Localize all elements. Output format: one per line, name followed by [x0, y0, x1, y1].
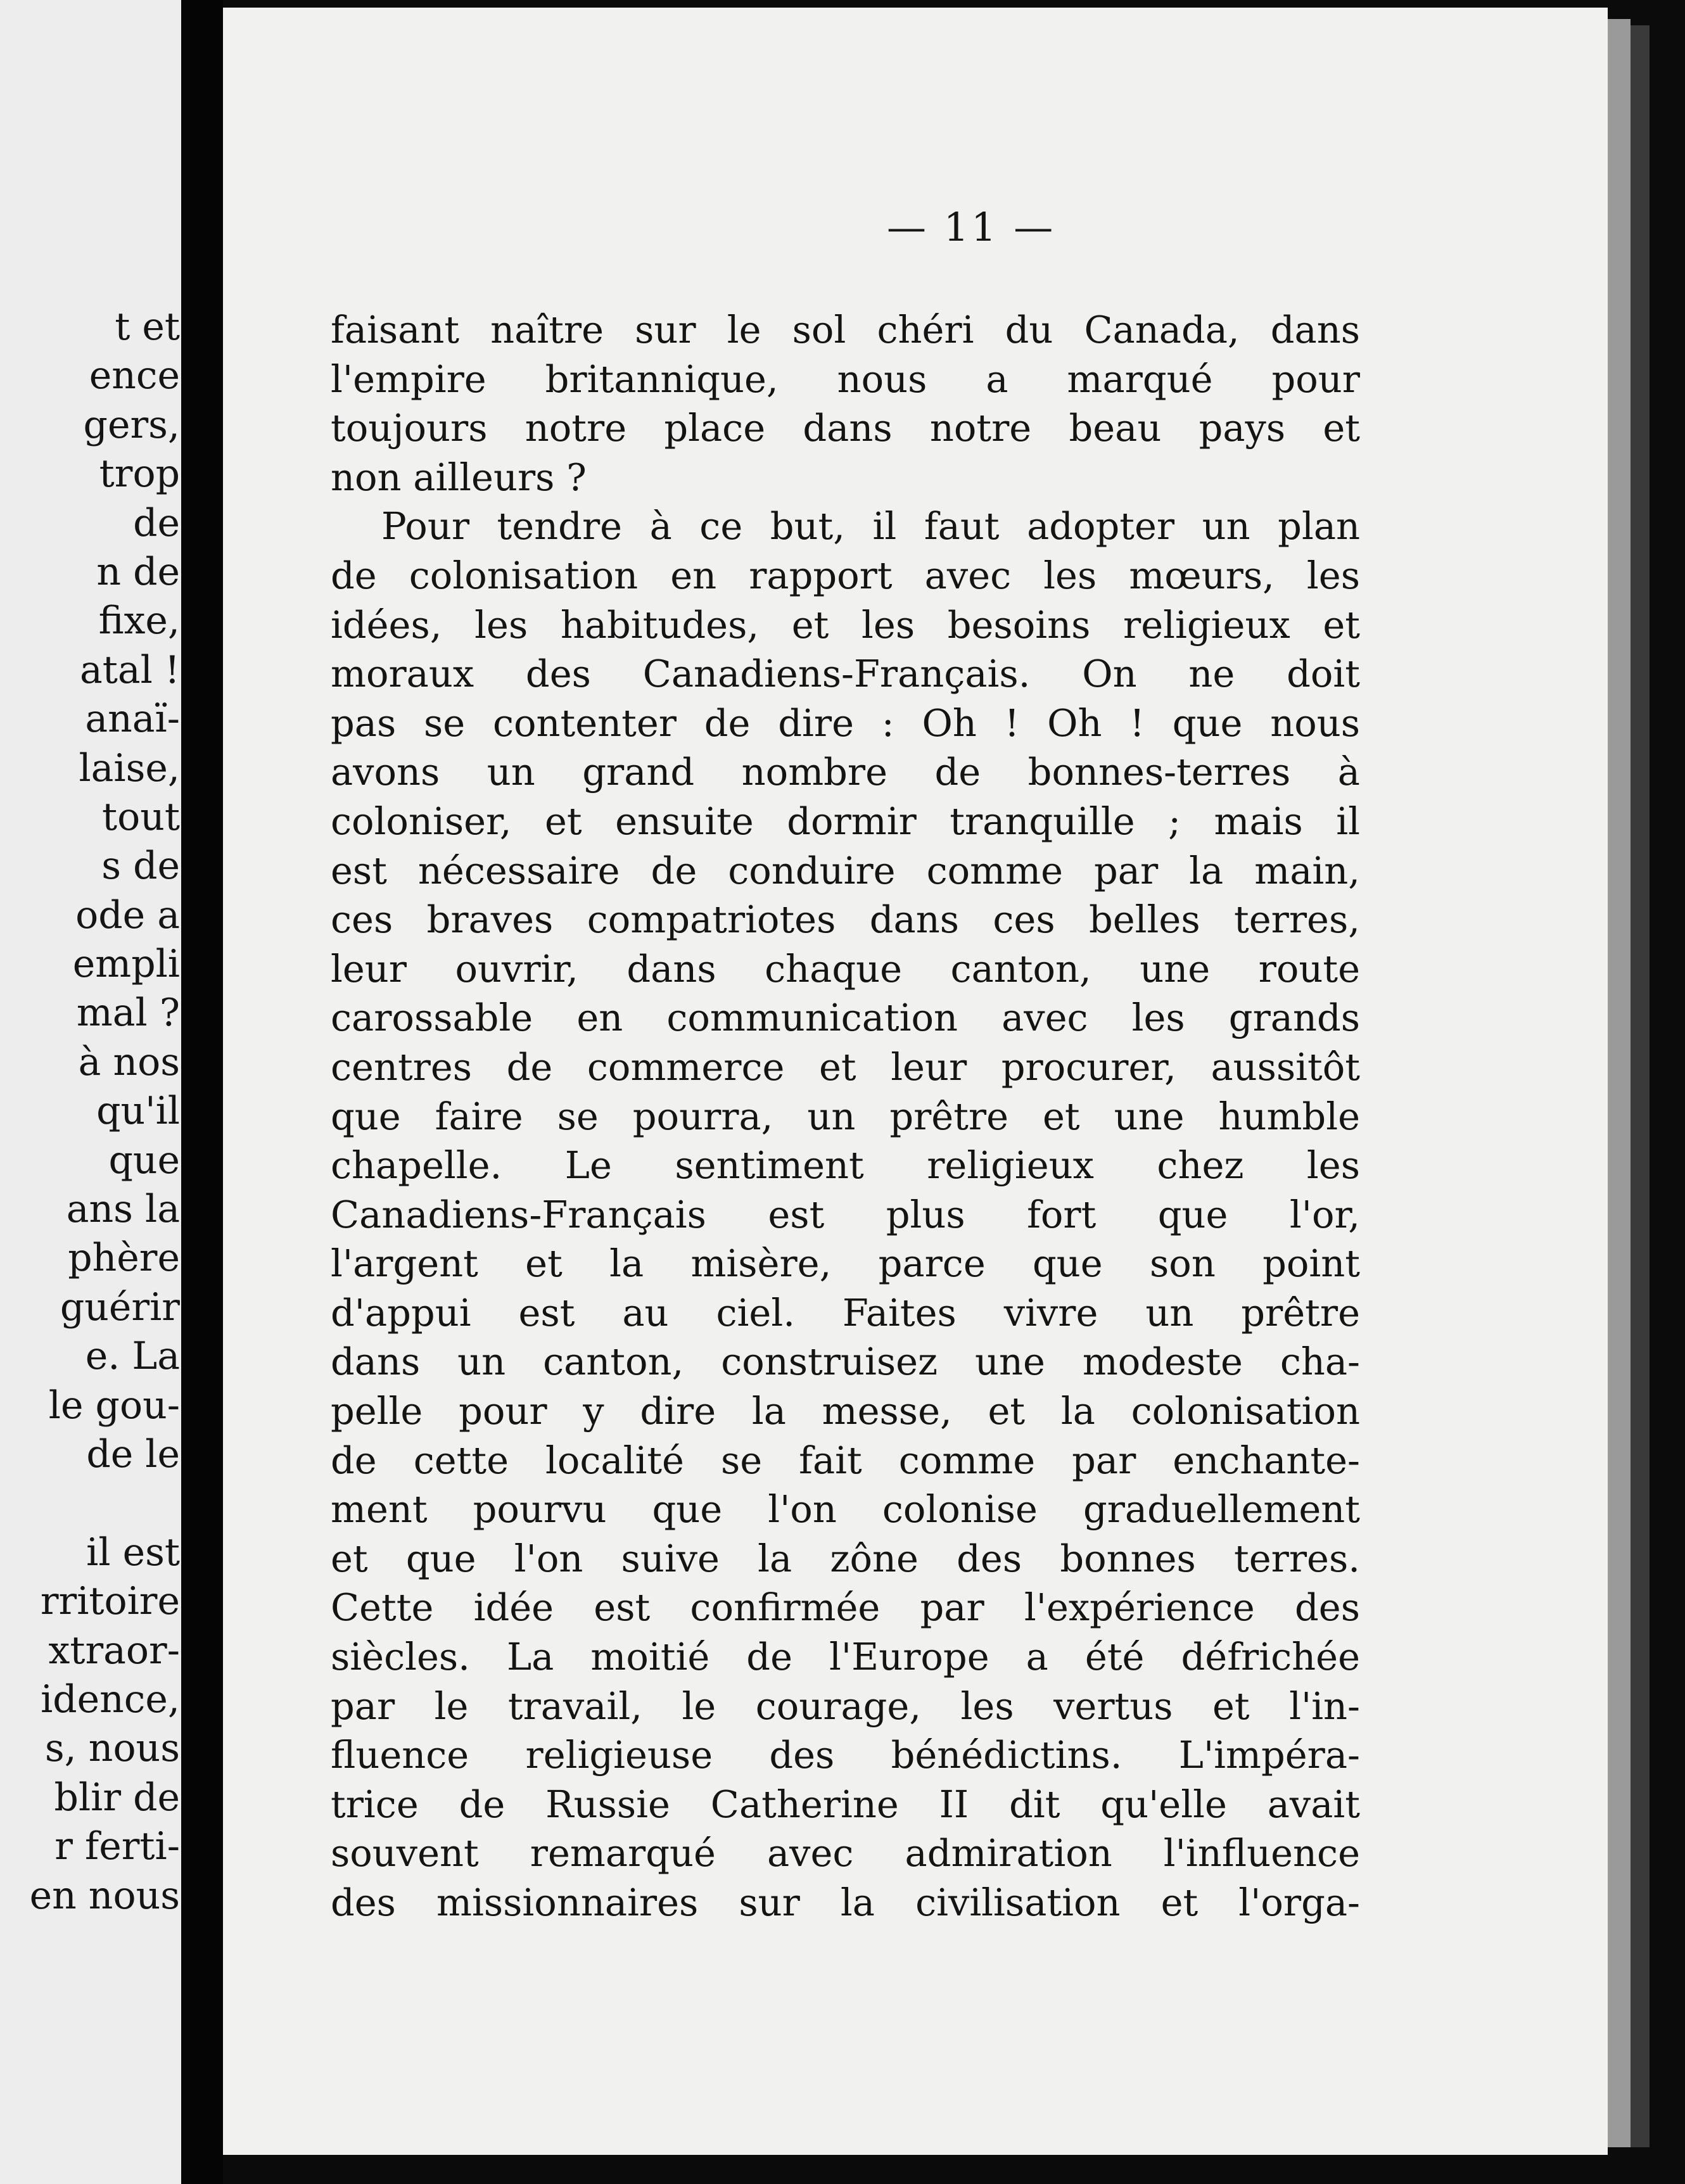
text-line: toujours notre place dans notre beau pays et — [331, 406, 1360, 450]
text-line: centres de commerce et leur procurer, aussitôt — [331, 1044, 1360, 1089]
previous-page-line: de — [133, 500, 180, 545]
text-line: pelle pour y dire la messe, et la colonisation — [331, 1389, 1360, 1433]
text-line: Cette idée est confirmée par l'expérience des — [331, 1585, 1360, 1630]
text-line: trice de Russie Catherine II dit qu'elle avait — [331, 1782, 1360, 1826]
previous-page-line: blir de — [54, 1775, 180, 1820]
text-line: l'empire britannique, nous a marqué pour — [331, 357, 1360, 401]
text-line: chapelle. Le sentiment religieux chez les — [331, 1143, 1360, 1188]
text-line: Pour tendre à ce but, il faut adopter un plan — [381, 504, 1360, 549]
previous-page-line: ans la — [66, 1187, 180, 1232]
previous-page-line: gers, — [83, 402, 180, 447]
text-line: leur ouvrir, dans chaque canton, une route — [331, 946, 1360, 991]
current-page — [223, 8, 1608, 2155]
previous-page-line: phère — [68, 1236, 180, 1281]
text-line: des missionnaires sur la civilisation et l'orga- — [331, 1881, 1360, 1924]
text-line: l'argent et la misère, parce que son point — [331, 1241, 1360, 1286]
previous-page-line: ence — [89, 353, 180, 398]
text-line: est nécessaire de conduire comme par la main, — [331, 848, 1360, 892]
text-line: coloniser, et ensuite dormir tranquille ; mais il — [331, 799, 1360, 843]
text-line: avons un grand nombre de bonnes-terres à — [331, 750, 1360, 794]
previous-page-line: mal ? — [76, 991, 180, 1036]
text-line: fluence religieuse des bénédictins. L'impéra- — [331, 1733, 1360, 1777]
text-line: dans un canton, construisez une modeste cha- — [331, 1340, 1360, 1384]
text-line: carossable en communication avec les grands — [331, 996, 1360, 1040]
previous-page-line: il est — [86, 1530, 180, 1575]
text-line: pas se contenter de dire : Oh ! Oh ! que nous — [331, 701, 1360, 745]
previous-page-line: s de — [101, 844, 180, 889]
previous-page-line: empli — [72, 942, 180, 987]
previous-page-line: ode a — [75, 892, 180, 937]
book-gutter — [181, 0, 223, 2184]
previous-page-line: le gou- — [48, 1383, 180, 1428]
text-line: ces braves compatriotes dans ces belles terres, — [331, 898, 1360, 942]
text-line: souvent remarqué avec admiration l'influence — [331, 1831, 1360, 1876]
previous-page-line: fixe, — [98, 599, 180, 644]
text-line: et que l'on suive la zône des bonnes terres. — [331, 1536, 1360, 1580]
text-line: idées, les habitudes, et les besoins religieux et — [331, 602, 1360, 647]
page-body-text — [331, 305, 1360, 1927]
previous-page-line: idence, — [41, 1677, 180, 1722]
text-line: Canadiens-Français est plus fort que l'or, — [331, 1192, 1360, 1236]
text-line: d'appui est au ciel. Faites vivre un prêtre — [331, 1290, 1360, 1335]
previous-page-line: n de — [96, 549, 180, 594]
text-line: faisant naître sur le sol chéri du Canada, dans — [331, 308, 1360, 352]
text-line: que faire se pourra, un prêtre et une humble — [331, 1094, 1360, 1138]
blank-line — [0, 1479, 180, 1528]
previous-page-line: rritoire — [40, 1579, 180, 1624]
text-line: siècles. La moitié de l'Europe a été défrichée — [331, 1635, 1360, 1679]
previous-page-line: xtraor- — [48, 1628, 180, 1673]
page-number: — 11 — — [887, 204, 1056, 250]
text-line: par le travail, le courage, les vertus et l'in- — [331, 1684, 1360, 1728]
previous-page-line: de le — [86, 1432, 180, 1476]
previous-page-line: anaï- — [85, 697, 180, 742]
text-line: non ailleurs ? — [331, 455, 587, 499]
previous-page-line: t et — [115, 305, 180, 349]
previous-page-line: r ferti- — [54, 1824, 180, 1869]
text-line: de cette localité se fait comme par enchante- — [331, 1438, 1360, 1482]
previous-page-line: à nos — [78, 1039, 180, 1084]
text-line: ment pourvu que l'on colonise graduellement — [331, 1487, 1360, 1532]
previous-page-line: guérir — [60, 1285, 180, 1330]
text-line: de colonisation en rapport avec les mœurs, les — [331, 553, 1360, 597]
page-edge — [1608, 19, 1631, 2147]
previous-page-line: tout — [102, 794, 180, 839]
text-line: moraux des Canadiens-Français. On ne doit — [331, 652, 1360, 696]
previous-page-line: e. La — [85, 1334, 180, 1379]
previous-page-line: laise, — [79, 746, 180, 790]
previous-page-line: qu'il — [96, 1089, 180, 1134]
previous-page-line: que — [108, 1138, 180, 1183]
previous-page-line: trop — [99, 452, 180, 497]
previous-page-line: atal ! — [79, 647, 180, 692]
previous-page-text — [0, 303, 180, 1921]
page-edge-shadow — [1631, 25, 1650, 2147]
previous-page-line: s, nous — [44, 1726, 180, 1771]
previous-page-fragment — [0, 0, 181, 2184]
previous-page-line: en nous — [29, 1873, 180, 1918]
